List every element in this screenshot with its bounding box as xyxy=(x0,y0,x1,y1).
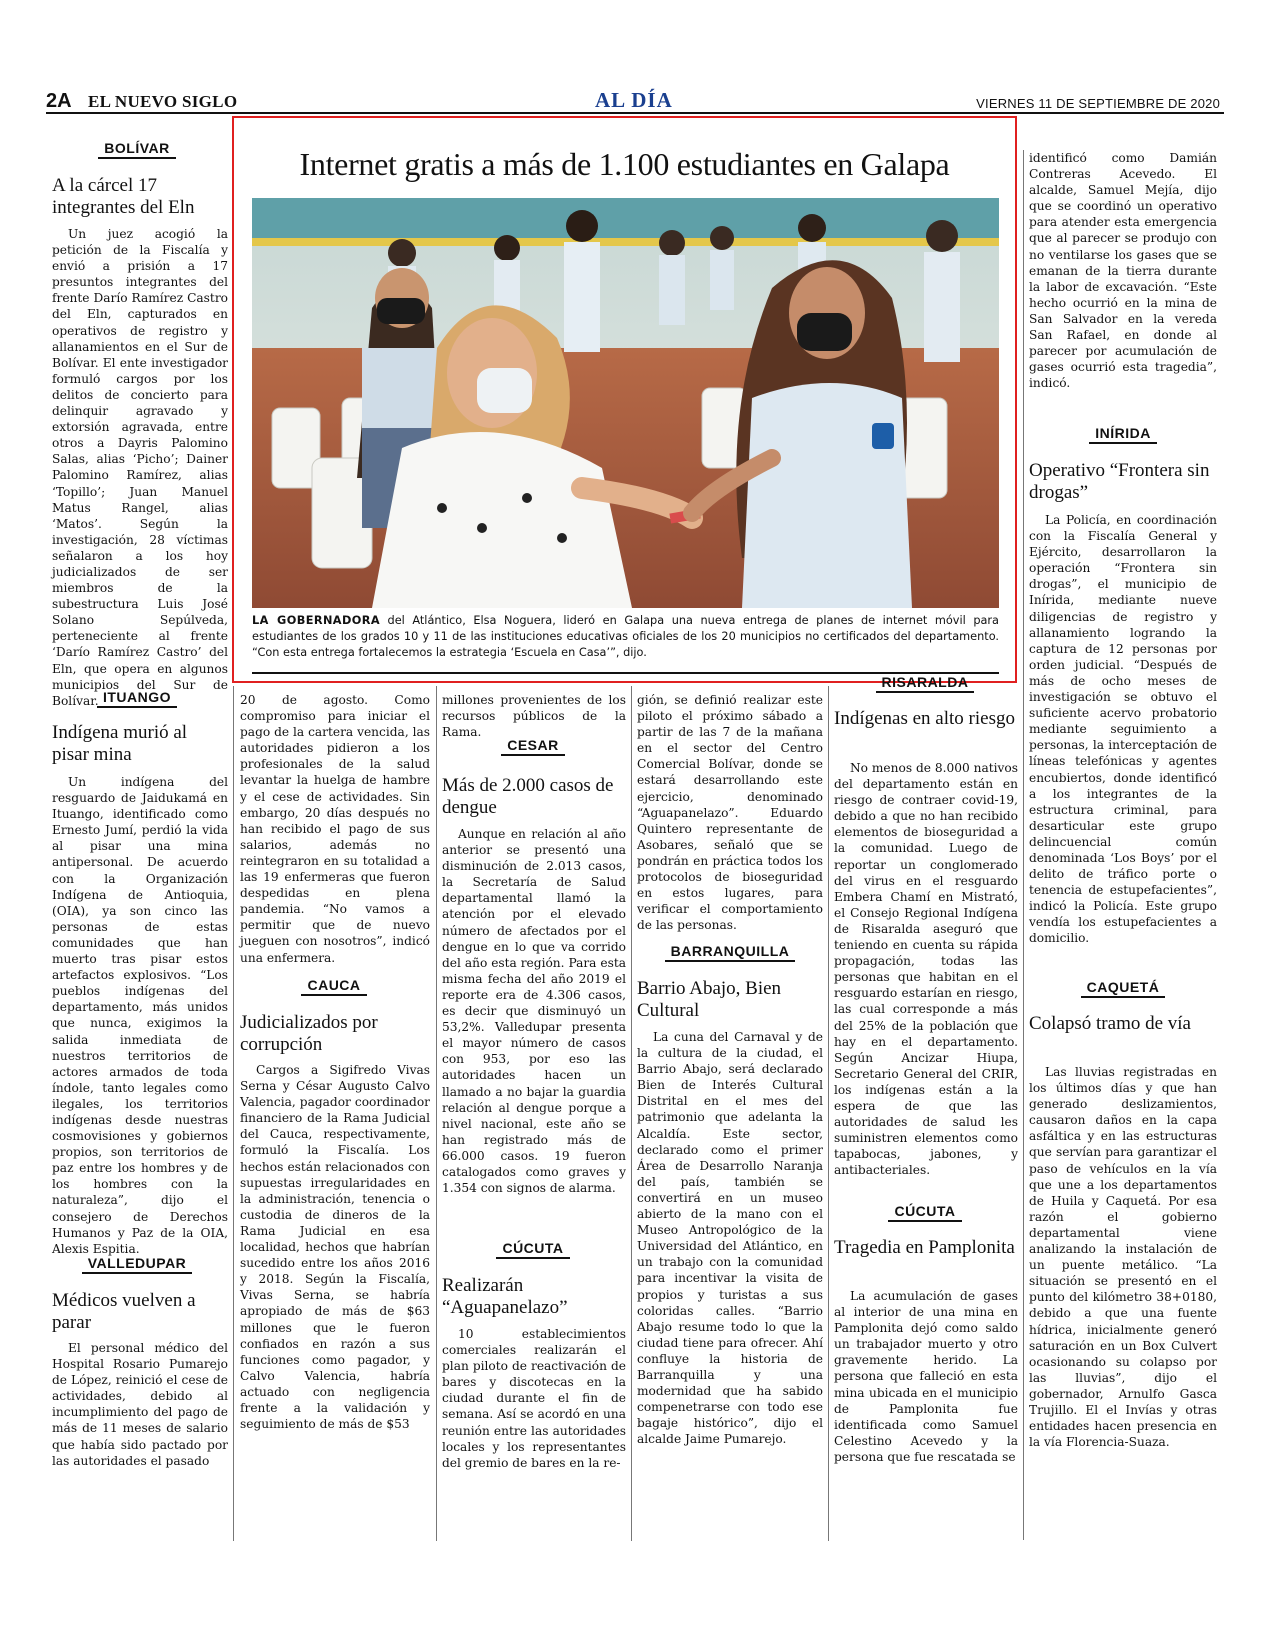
page-number: 2A xyxy=(46,90,72,112)
section-label-risaralda: RISARALDA xyxy=(830,674,1020,693)
section-label-caqueta: CAQUETÁ xyxy=(1027,979,1219,998)
article-ituango: Un indígena del resguardo de Jaidukamá en Ituango, identificado como Ernesto Jumí, perdió la vida al pisar una mina antipersonal. De acuerdo con la Organización Indígena de Antioquia, (OIA), ya son cinco las personas de estas comunidades que han muerto tras pisar estos artefactos explosivos. “Los pueblos indígenas del departamento, más unidos que nunca, exigimos la salida inmediata de nuestros territorios de actores armados de toda índole, tanto legales como ilegales, los territorios indígenas desde nuestras cosmovisiones y gobiernos propios, son territorios de paz entre los hombres y de los hombres con la naturaleza”, dijo el consejero de Derechos Humanos y Paz de la OIA, Alexis Espitia. xyxy=(52,775,228,1256)
featured-caption xyxy=(252,613,999,661)
article-cesar: Aunque en relación al año anterior se presentó una disminución de 2.013 casos, la Secretaría de Salud departamental llamó la atención por el elevado número de afectados por el dengue en lo que va corrido del año esta región. Para esta misma fecha del año 2019 el reporte era de 4.306 casos, es decir que disminuyó un 53,2%. Valledupar presenta el mayor número de casos con 953, por eso las autoridades hacen un llamado a no bajar la guardia relación al dengue porque a nivel nacional, este año se han registrado más de 66.000 casos. 19 fueron catalogados como graves y 1.354 con signos de alarma. xyxy=(442,827,626,1196)
section-label-cucuta-pamplonita: CÚCUTA xyxy=(830,1203,1020,1222)
column-divider xyxy=(1023,150,1024,1540)
column-divider xyxy=(436,686,437,1541)
section-label-cesar: CESAR xyxy=(438,737,628,756)
headline-barranquilla: Barrio Abajo, Bien Cultural xyxy=(637,978,782,1021)
caption-lead: LA GOBERNADORA xyxy=(252,614,380,627)
article-valledupar-continued: 20 de agosto. Como compromiso para iniciar el pago de la cartera vencida, las autoridades pidieron a los profesionales de la salud levantar la huelga de hambre y el cese de actividades. Sin embargo, 20 días después no han recibido el pago de sus salarios, además no reintegraron en su totalidad a las 19 enfermeras que fueron despedidas en plena pandemia. “No vamos a permitir que de nuevo jueguen con nosotros”, indicó una enfermera. xyxy=(240,693,430,965)
issue-date: VIERNES 11 DE SEPTIEMBRE DE 2020 xyxy=(976,96,1220,111)
headline-aguapanelazo: Realizarán “Aguapanelazo” xyxy=(442,1275,568,1318)
section-title: AL DÍA xyxy=(595,88,673,112)
section-label-cauca: CAUCA xyxy=(236,977,432,996)
article-barranquilla: La cuna del Carnaval y de la cultura de la ciudad, el Barrio Abajo, será declarado Bien de Interés Cultural Distrital en el mes del patrimonio que adelanta la Alcaldía. Este sector, declarado como el primer Área de Desarrollo Naranja del país, también se convertirá en un museo abierto de la mano con el Museo Antropológico de la Universidad del Atlántico, en un trabajo con la comunidad para incentivar la visita de propios y turistas a sus coloridas calles. “Barrio Abajo resume todo lo que la ciudad tiene para ofrecer. Ahí confluye la historia de Barranquilla y una modernidad que ha sabido compenetrarse con todo ese bagaje histórico”, dijo el alcalde Jaime Pumarejo. xyxy=(637,1030,823,1447)
article-cauca: Cargos a Sigifredo Vivas Serna y César Augusto Calvo Valencia, pagador coordinador financiero de la Rama Judicial del Cauca, respectivamente, formuló la Fiscalía. Los hechos están relacionados con supuestas irregularidades en la administración, tenencia o custodia de dineros de la Rama Judicial en esa localidad, hechos que habrían sucedido entre los años 2016 y 2018. Según la Fiscalía, Vivas Serna, se habría apropiado de más de $63 millones que le fueron confiados en razón a sus funciones como pagador, y Calvo Valencia, habría actuado con negligencia frente a la validación y seguimiento de más de $53 xyxy=(240,1063,430,1432)
section-label-barranquilla: BARRANQUILLA xyxy=(633,943,827,962)
headline-cesar: Más de 2.000 casos de dengue xyxy=(442,775,614,818)
article-aguapanelazo: 10 establecimientos comerciales realizarán el plan piloto de reactivación de bares y discotecas en la ciudad durante el fin de semana. Así se acordó en una reunión entre las autoridades locales y los representantes del gremio de bares en la re- xyxy=(442,1327,626,1470)
article-inirida: La Policía, en coordinación con la Fiscalía General y Ejército, desarrollaron la operación “Frontera sin drogas”, el municipio de Inírida, mediante nueve diligencias de registro y allanamiento logrando la captura de 12 personas por orden judicial. “Después de más de ocho meses de investigación se obtuvo el suficiente acervo probatorio mediante seguimiento a personas, la interceptación de líneas telefónicas y agentes encubiertos, donde identificó a los integrantes de la estructura criminal, para desarticular este grupo delincuencial común denominada ‘Los Boys’ por el delito de tráfico porte o tenencia de estupefacientes”, indicó la Policía. Este grupo vendía los estupefacientes a domicilio. xyxy=(1029,513,1217,946)
newspaper-logo: EL NUEVO SIGLO xyxy=(88,92,238,111)
column-divider xyxy=(631,686,632,1541)
featured-headline: Internet gratis a más de 1.100 estudiantes en Galapa xyxy=(299,146,950,182)
featured-photo xyxy=(252,198,999,608)
column-divider xyxy=(828,686,829,1541)
article-pamplonita-continued: identificó como Damián Contreras Acevedo. El alcalde, Samuel Mejía, dijo que se coordinó un operativo para atender esta emergencia que al parecer se produjo con no ventilarse los gases que se emanan de la tierra durante la labor de excavación. “Este hecho ocurrió en la mina de San Salvador en la vereda San Rafael, en donde al parecer por acumulación de gases ocurrió esta tragedia”, indicó. xyxy=(1029,151,1217,391)
headline-valledupar: Médicos vuelven a parar xyxy=(52,1290,196,1333)
section-label-cucuta: CÚCUTA xyxy=(438,1240,628,1259)
column-divider xyxy=(233,686,234,1541)
section-label-bolivar: BOLÍVAR xyxy=(46,140,228,159)
students-photo-illustration xyxy=(252,198,999,608)
headline-ituango: Indígena murió al pisar mina xyxy=(52,722,188,765)
article-cauca-continued: millones provenientes de los recursos públicos de la Rama. xyxy=(442,693,626,740)
article-aguapanelazo-continued: gión, se definió realizar este piloto el próximo sábado a partir de las 7 de la mañana en el sector del Centro Comercial Bolívar, donde se estará desarrollando este ejercicio, denominado “Aguapanelazo”. Eduardo Quintero representante de Asobares, señaló que se pondrán en práctica todos los protocolos de bioseguridad en estos lugares, para verificar el comportamiento de las personas. xyxy=(637,693,823,933)
headline-risaralda: Indígenas en alto riesgo xyxy=(834,708,1015,729)
headline-caqueta: Colapsó tramo de vía xyxy=(1029,1013,1191,1034)
header-rule xyxy=(46,112,1224,114)
caption-text: del Atlántico, Elsa Noguera, lideró en Galapa una nueva entrega de planes de internet móvil para estudiantes de los grados 10 y 11 de las instituciones educativas oficiales de los 20 municipios no certificados del departamento. “Con esta entrega fortalecemos la estrategia ‘Escuela en Casa’”, dijo. xyxy=(252,614,999,659)
headline-inirida: Operativo “Frontera sin drogas” xyxy=(1029,460,1210,503)
section-label-inirida: INÍRIDA xyxy=(1027,425,1219,444)
section-label-ituango: ITUANGO xyxy=(46,689,228,708)
section-label-valledupar: VALLEDUPAR xyxy=(46,1255,228,1274)
headline-cauca: Judicializados por corrupción xyxy=(240,1012,378,1055)
article-caqueta: Las lluvias registradas en los últimos días y que han generado deslizamientos, causaron daños en la capa asfáltica y en las estructuras que servían para garantizar el paso de vehículos en la vía que une a los departamentos de Huila y Caquetá. Por esa razón el gobierno departamental viene analizando la instalación de un puente metálico. “La situación se presentó en el punto del kilómetro 38+0180, debido a que una fuente hídrica, inicialmente generó saturación en un Box Culvert ocasionando su colapso por las lluvias”, dijo el gobernador, Arnulfo Gasca Trujillo. El el Invías y otras entidades hacen presencia en la vía Florencia-Suaza. xyxy=(1029,1065,1217,1450)
article-risaralda: No menos de 8.000 nativos del departamento están en riesgo de contraer covid-19, debido a que no han recibido elementos de bioseguridad a la comunidad. Luego de reportar un conglomerado del virus en el resguardo Embera Chamí en Mistrató, el Consejo Regional Indígena de Risaralda aseguró que teniendo en cuenta su rápida propagación, todas las personas que habitan en el resguardo estarían en riesgo, las cual corresponde a más del 25% de la población que hay en el departamento. Según Ancizar Hiupa, Secretario General del CRIR, los indígenas están a la espera de que las autoridades de salud les suministren elementos como tapabocas, jabones, y antibacteriales. xyxy=(834,761,1019,1178)
headline-bolivar: A la cárcel 17 integrantes del Eln xyxy=(52,175,195,218)
article-pamplonita: La acumulación de gases al interior de una mina en Pamplonita dejó como saldo un trabajador muerto y otro gravemente herido. La persona que falleció en esta mina ubicada en el municipio de Pamplonita fue identificada como Samuel Celestino Acevedo y la persona que fue rescatada se xyxy=(834,1289,1018,1464)
headline-pamplonita: Tragedia en Pamplonita xyxy=(834,1237,1015,1258)
article-bolivar: Un juez acogió la petición de la Fiscalía y envió a prisión a 17 presuntos integrantes del frente Darío Ramírez Castro del Eln, capturados en operativos de registro y allanamientos en el Sur de Bolívar. El ente investigador formuló cargos por los delitos de concierto para delinquir agravado y extorsión agravada, entre otros a Dayris Palomino Salas, alias ‘Picho’; Dainer Palomino Ramírez, alias ‘Topillo’; Juan Manuel Matus Rangel, alias ‘Matos’. Según la investigación, 28 víctimas señalaron a los hoy judicializados de ser miembros de la subestructura Luis José Solano Sepúlveda, perteneciente al frente ‘Darío Ramírez Castro’ del Eln, que opera en algunos municipios del Sur de Bolívar. xyxy=(52,227,228,708)
article-valledupar: El personal médico del Hospital Rosario Pumarejo de López, reinició el cese de actividades, debido al incumplimiento del pago de más de 11 meses de salario que había sido pactado por las autoridades el pasado xyxy=(52,1341,228,1468)
